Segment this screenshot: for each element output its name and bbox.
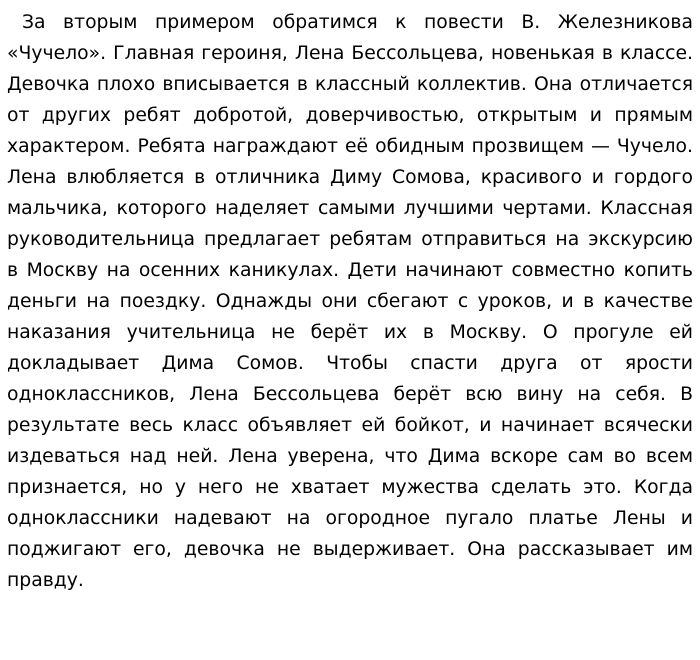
paragraph: За вторым примером обратимся к повести В. Железникова «Чучело». Главная героиня, Лена Бессольцева, новенькая в классе. Девочка плохо вписывается в классный коллектив. Она отличается от других ребят добротой, доверчивостью, открытым и прямым характером. Ребята награждают её обидным прозвищем — Чучело. Лена влюбляется в отличника Диму Сомова, красивого и гордого мальчика, которого наделяет самыми лучшими чертами. Классная руководительница предлагает ребятам отправиться на экскурсию в Москву на осенних каникулах. Дети начинают совместно копить деньги на поездку. Однажды они сбегают с уроков, и в качестве наказания учительница не берёт их в Москву. О прогуле ей докладывает Дима Сомов. Чтобы спасти друга от ярости одноклассников, Лена Бессольцева берёт всю вину на себя. В результате весь класс объявляет ей бойкот, и начинает всячески издеваться над ней. Лена уверена, что Дима вскоре сам во всем признается, но у него не хватает мужества сделать это. Когда одноклассники надевают на огородное пугало платье Лены и поджигают его, девочка не выдерживает. Она рассказывает им правду. <box>7 12 693 591</box>
document-body <box>7 7 693 596</box>
